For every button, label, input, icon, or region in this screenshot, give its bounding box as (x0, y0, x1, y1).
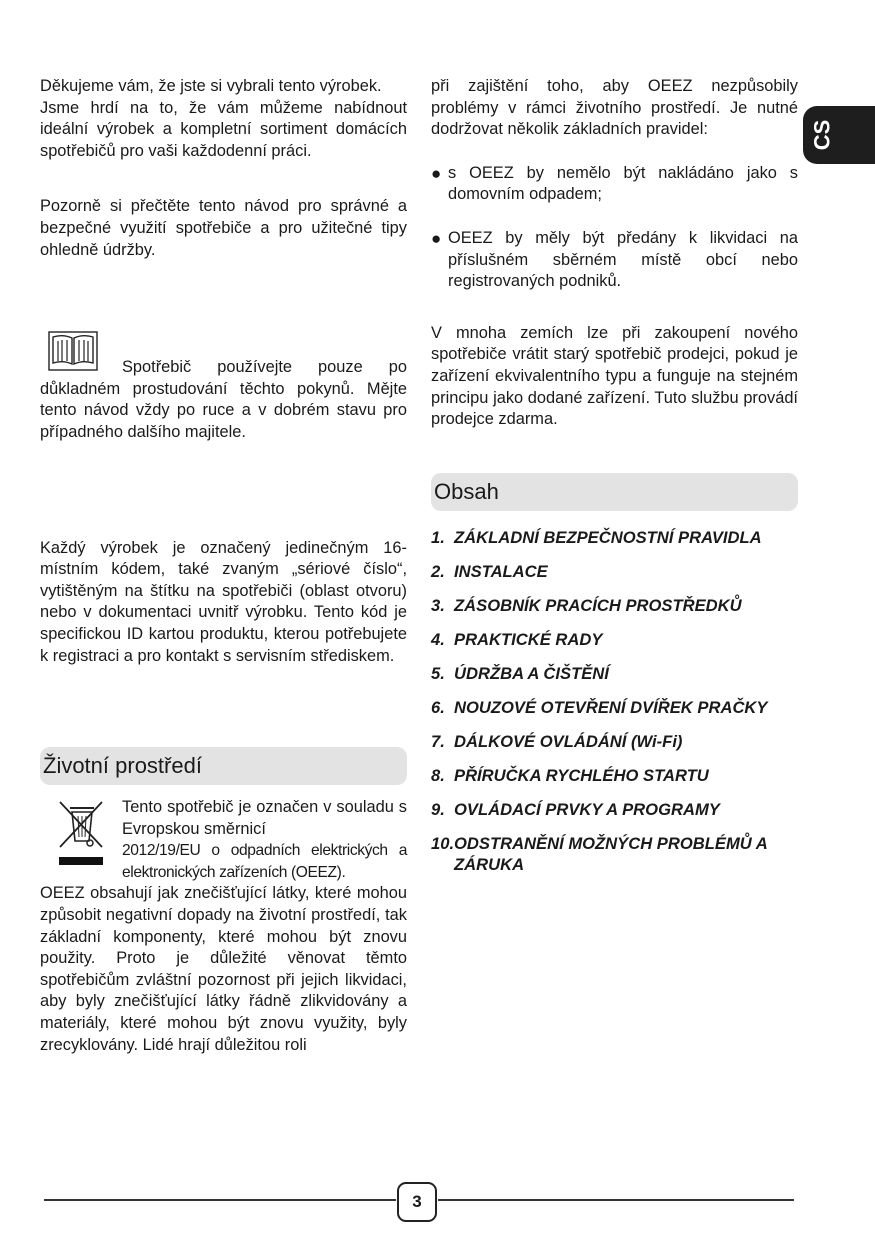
footer-rule-right (438, 1199, 794, 1201)
language-tab (803, 106, 875, 164)
environment-heading: Životní prostředí (40, 747, 407, 785)
toc-item[interactable]: 5. ÚDRŽBA A ČIŠTĚNÍ (431, 663, 609, 683)
toc-item[interactable]: 1. ZÁKLADNÍ BEZPEČNOSTNÍ PRAVIDLA (431, 527, 762, 547)
weee-notice (40, 797, 407, 883)
rule-bullet (431, 163, 798, 206)
bullet-icon: ● (431, 228, 442, 248)
contents-heading: Obsah (431, 473, 798, 511)
intro-read-carefully: Pozorně si přečtěte tento návod pro správné a bezpečné využití spotřebiče a pro užitečné tipy ohledně údržby. (40, 197, 407, 259)
toc-item[interactable]: 10. ODSTRANĚNÍ MOŽNÝCH PROBLÉMŮ A ZÁRUKA (431, 833, 768, 874)
toc-item[interactable]: 7. DÁLKOVÉ OVLÁDÁNÍ (Wi-Fi) (431, 731, 683, 751)
rule-text: OEEZ by měly být předány k likvidaci na příslušném sběrném místě obcí nebo registrovaných podniků. (448, 228, 798, 291)
open-book-icon (48, 331, 98, 371)
table-of-contents (431, 527, 798, 875)
page-number: 3 (397, 1182, 437, 1222)
toc-item[interactable]: 9. OVLÁDACÍ PRVKY A PROGRAMY (431, 799, 720, 819)
toc-item[interactable]: 2. INSTALACE (431, 561, 548, 581)
rule-text: s OEEZ by nemělo být nakládáno jako s domovním odpadem; (448, 163, 798, 204)
rule-bullet (431, 228, 798, 293)
weee-body: OEEZ obsahují jak znečišťující látky, které mohou způsobit negativní dopady na životní prostředí, tak základní komponenty, které mohou být znovu použity. Proto je důležité věnovat těmto spotřebičům zvláštní pozornost při jejich likvidaci, aby byly znečišťující látky řádně zlikvidovány a materiály, které mohou být znovu využity, byly zrecyklovány. Lidé hrají důležitou roli (40, 884, 407, 1054)
toc-item[interactable]: 8. PŘÍRUČKA RYCHLÉHO STARTU (431, 765, 709, 785)
serial-number-info: Každý výrobek je označený jedinečným 16-místním kódem, také zvaným „sériové číslo“, vytištěným na štítku na spotřebiči (oblast otvoru) nebo v dokumentaci uvnitř výrobku. Tento kód je specifickou ID kartou produktu, kterou potřebujete k registraci a pro kontakt s servisním střediskem. (40, 538, 407, 665)
intro-pride: Jsme hrdí na to, že vám můžeme nabídnout ideální výrobek a kompletní sortiment domácích spotřebičů pro vaši každodenní práci. (40, 98, 407, 160)
toc-item[interactable]: 6. NOUZOVÉ OTEVŘENÍ DVÍŘEK PRAČKY (431, 697, 768, 717)
right-column (431, 76, 798, 888)
toc-item[interactable]: 4. PRAKTICKÉ RADY (431, 629, 603, 649)
intro-thanks: Děkujeme vám, že jste si vybrali tento výrobek. (40, 77, 382, 95)
manual-notice (40, 331, 407, 443)
weee-body-continued: při zajištění toho, aby OEEZ nezpůsobily problémy v rámci životního prostředí. Je nutné dodržovat několik základních pravidel: (431, 77, 798, 139)
weee-directive-text-2: 2012/19/EU o odpadních elektrických a elektronických zařízeních (OEEZ). (122, 842, 407, 881)
language-tab-label: CS (809, 119, 835, 151)
footer-rule-left (44, 1199, 396, 1201)
left-column (40, 76, 407, 1056)
return-old-appliance-note: V mnoha zemích lze při zakoupení nového spotřebiče vrátit starý spotřebič prodejci, pokud je zařízení ekvivalentního typu a funguje na stejném principu jako dodané zařízení. Tuto službu provádí prodejce zdarma. (431, 323, 798, 429)
bullet-icon: ● (431, 163, 442, 183)
manual-notice-text: Spotřebič používejte pouze po důkladném prostudování těchto pokynů. Mějte tento návod vždy po ruce a v dobrém stavu pro případného dalšího majitele. (40, 358, 407, 441)
crossed-out-wheelie-bin-icon (56, 799, 106, 867)
toc-item[interactable]: 3. ZÁSOBNÍK PRACÍCH PROSTŘEDKŮ (431, 595, 742, 615)
weee-directive-text: Tento spotřebič je označen v souladu s Evropskou směrnicí (122, 798, 407, 838)
